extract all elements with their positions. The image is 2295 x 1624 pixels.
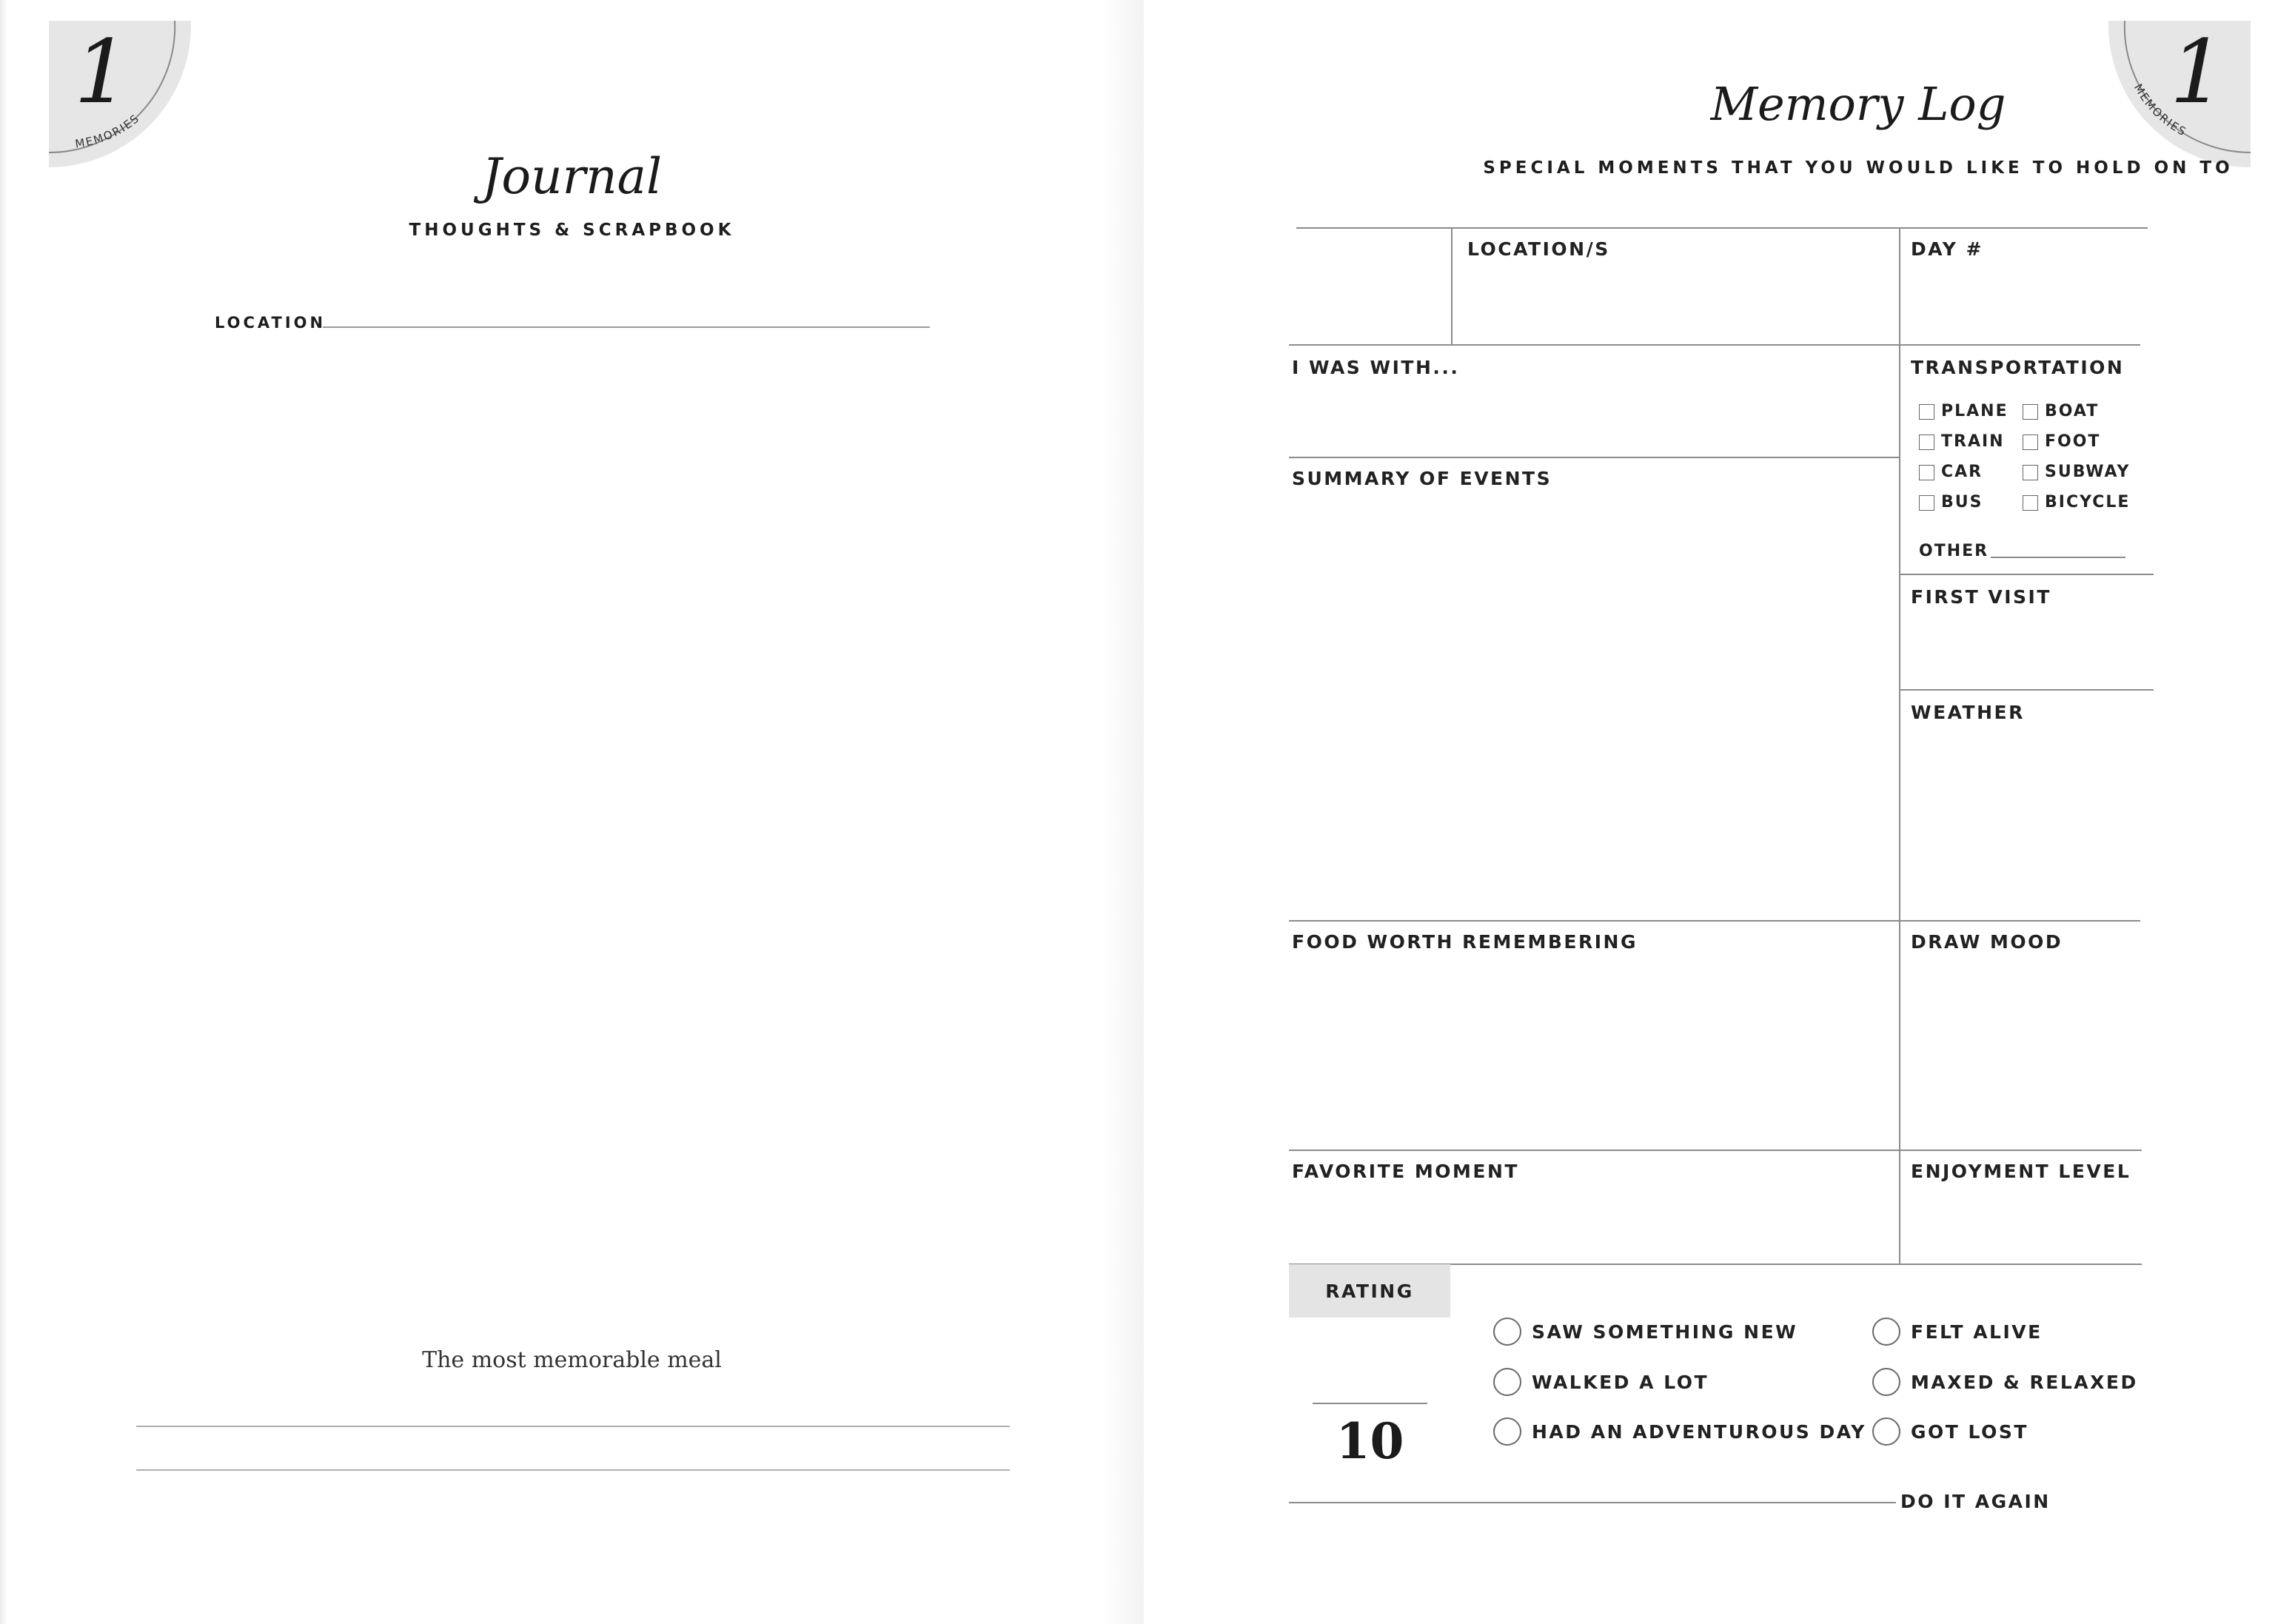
right-page	[1144, 0, 2295, 1624]
got-lost-radio[interactable]	[1872, 1417, 1900, 1446]
transport-option-label: BICYCLE	[2045, 493, 2131, 511]
subway-checkbox[interactable]	[2023, 465, 2038, 480]
form-rule	[1289, 457, 1900, 458]
checklist-label: FELT ALIVE	[1911, 1321, 2043, 1343]
transport-option-label: BUS	[1941, 493, 1983, 511]
do-it-again-line[interactable]	[1289, 1502, 1896, 1503]
other-field-line[interactable]	[1991, 557, 2125, 558]
page-subtitle: THOUGHTS & SCRAPBOOK	[409, 221, 735, 240]
day-field-label: DAY #	[1911, 238, 1983, 260]
boat-checkbox[interactable]	[2023, 404, 2038, 420]
rating-label: RATING	[1325, 1281, 1414, 1302]
rating-header	[1289, 1264, 1450, 1318]
form-rule	[1289, 920, 2140, 922]
form-rule	[1899, 574, 2154, 575]
train-checkbox[interactable]	[1919, 434, 1934, 450]
corner-tab-left	[49, 21, 191, 167]
location-line[interactable]	[323, 326, 930, 328]
checklist-label: HAD AN ADVENTUROUS DAY	[1532, 1421, 1866, 1443]
form-rule	[1296, 227, 2148, 229]
checklist-label: WALKED A LOT	[1532, 1372, 1709, 1393]
first-visit-label: FIRST VISIT	[1911, 586, 2051, 608]
rating-max: 10	[1336, 1412, 1404, 1470]
car-checkbox[interactable]	[1919, 465, 1934, 480]
corner-number: 1	[74, 21, 130, 123]
transport-option-label: TRAIN	[1941, 432, 2005, 451]
location-field-label: LOCATION/S	[1467, 238, 1610, 260]
left-page	[0, 0, 1144, 1624]
draw-mood-label: DRAW MOOD	[1911, 931, 2063, 953]
transportation-label: TRANSPORTATION	[1911, 357, 2125, 378]
page-title: Journal	[481, 148, 663, 205]
transport-option-label: CAR	[1941, 463, 1983, 481]
page-edge-shadow	[0, 0, 7, 1624]
enjoyment-level-label: ENJOYMENT LEVEL	[1911, 1161, 2131, 1182]
form-rule	[1289, 344, 2140, 346]
bicycle-checkbox[interactable]	[2023, 495, 2038, 511]
with-field-label: I WAS WITH...	[1292, 357, 1460, 378]
bus-checkbox[interactable]	[1919, 495, 1934, 511]
food-field-label: FOOD WORTH REMEMBERING	[1292, 931, 1638, 953]
checklist-label: SAW SOMETHING NEW	[1532, 1321, 1798, 1343]
walked-a-lot-radio[interactable]	[1493, 1368, 1521, 1396]
felt-alive-radio[interactable]	[1872, 1318, 1900, 1346]
plane-checkbox[interactable]	[1919, 404, 1934, 420]
transport-option-label: PLANE	[1941, 402, 2008, 420]
corner-label: MEMORIES	[74, 111, 143, 151]
do-it-again-label: DO IT AGAIN	[1900, 1491, 2051, 1512]
transport-option-label: SUBWAY	[2045, 463, 2131, 481]
other-label: OTHER	[1919, 542, 1989, 560]
checklist-label: GOT LOST	[1911, 1421, 2028, 1443]
form-divider	[1899, 227, 1900, 1264]
weather-label: WEATHER	[1911, 702, 2025, 723]
writing-line[interactable]	[136, 1469, 1010, 1471]
writing-line[interactable]	[136, 1426, 1010, 1427]
favorite-moment-label: FAVORITE MOMENT	[1292, 1161, 1519, 1182]
adventurous-day-radio[interactable]	[1493, 1417, 1521, 1446]
maxed-relaxed-radio[interactable]	[1872, 1368, 1900, 1396]
rating-input-line[interactable]	[1313, 1403, 1427, 1404]
form-divider	[1451, 227, 1453, 344]
page-title: Memory Log	[1710, 77, 2006, 131]
saw-something-new-radio[interactable]	[1493, 1318, 1521, 1346]
prompt-text: The most memorable meal	[422, 1347, 722, 1373]
transport-option-label: BOAT	[2045, 402, 2100, 420]
page-subtitle: SPECIAL MOMENTS THAT YOU WOULD LIKE TO HOLD ON TO	[1483, 158, 2234, 178]
corner-number: 1	[2169, 21, 2225, 123]
summary-field-label: SUMMARY OF EVENTS	[1292, 468, 1552, 489]
form-rule	[1899, 689, 2154, 691]
transport-option-label: FOOT	[2045, 432, 2101, 451]
foot-checkbox[interactable]	[2023, 434, 2038, 450]
corner-label: MEMORIES	[2131, 81, 2190, 139]
checklist-label: MAXED & RELAXED	[1911, 1372, 2138, 1393]
form-rule	[1289, 1150, 2142, 1151]
location-label: LOCATION	[215, 314, 326, 332]
